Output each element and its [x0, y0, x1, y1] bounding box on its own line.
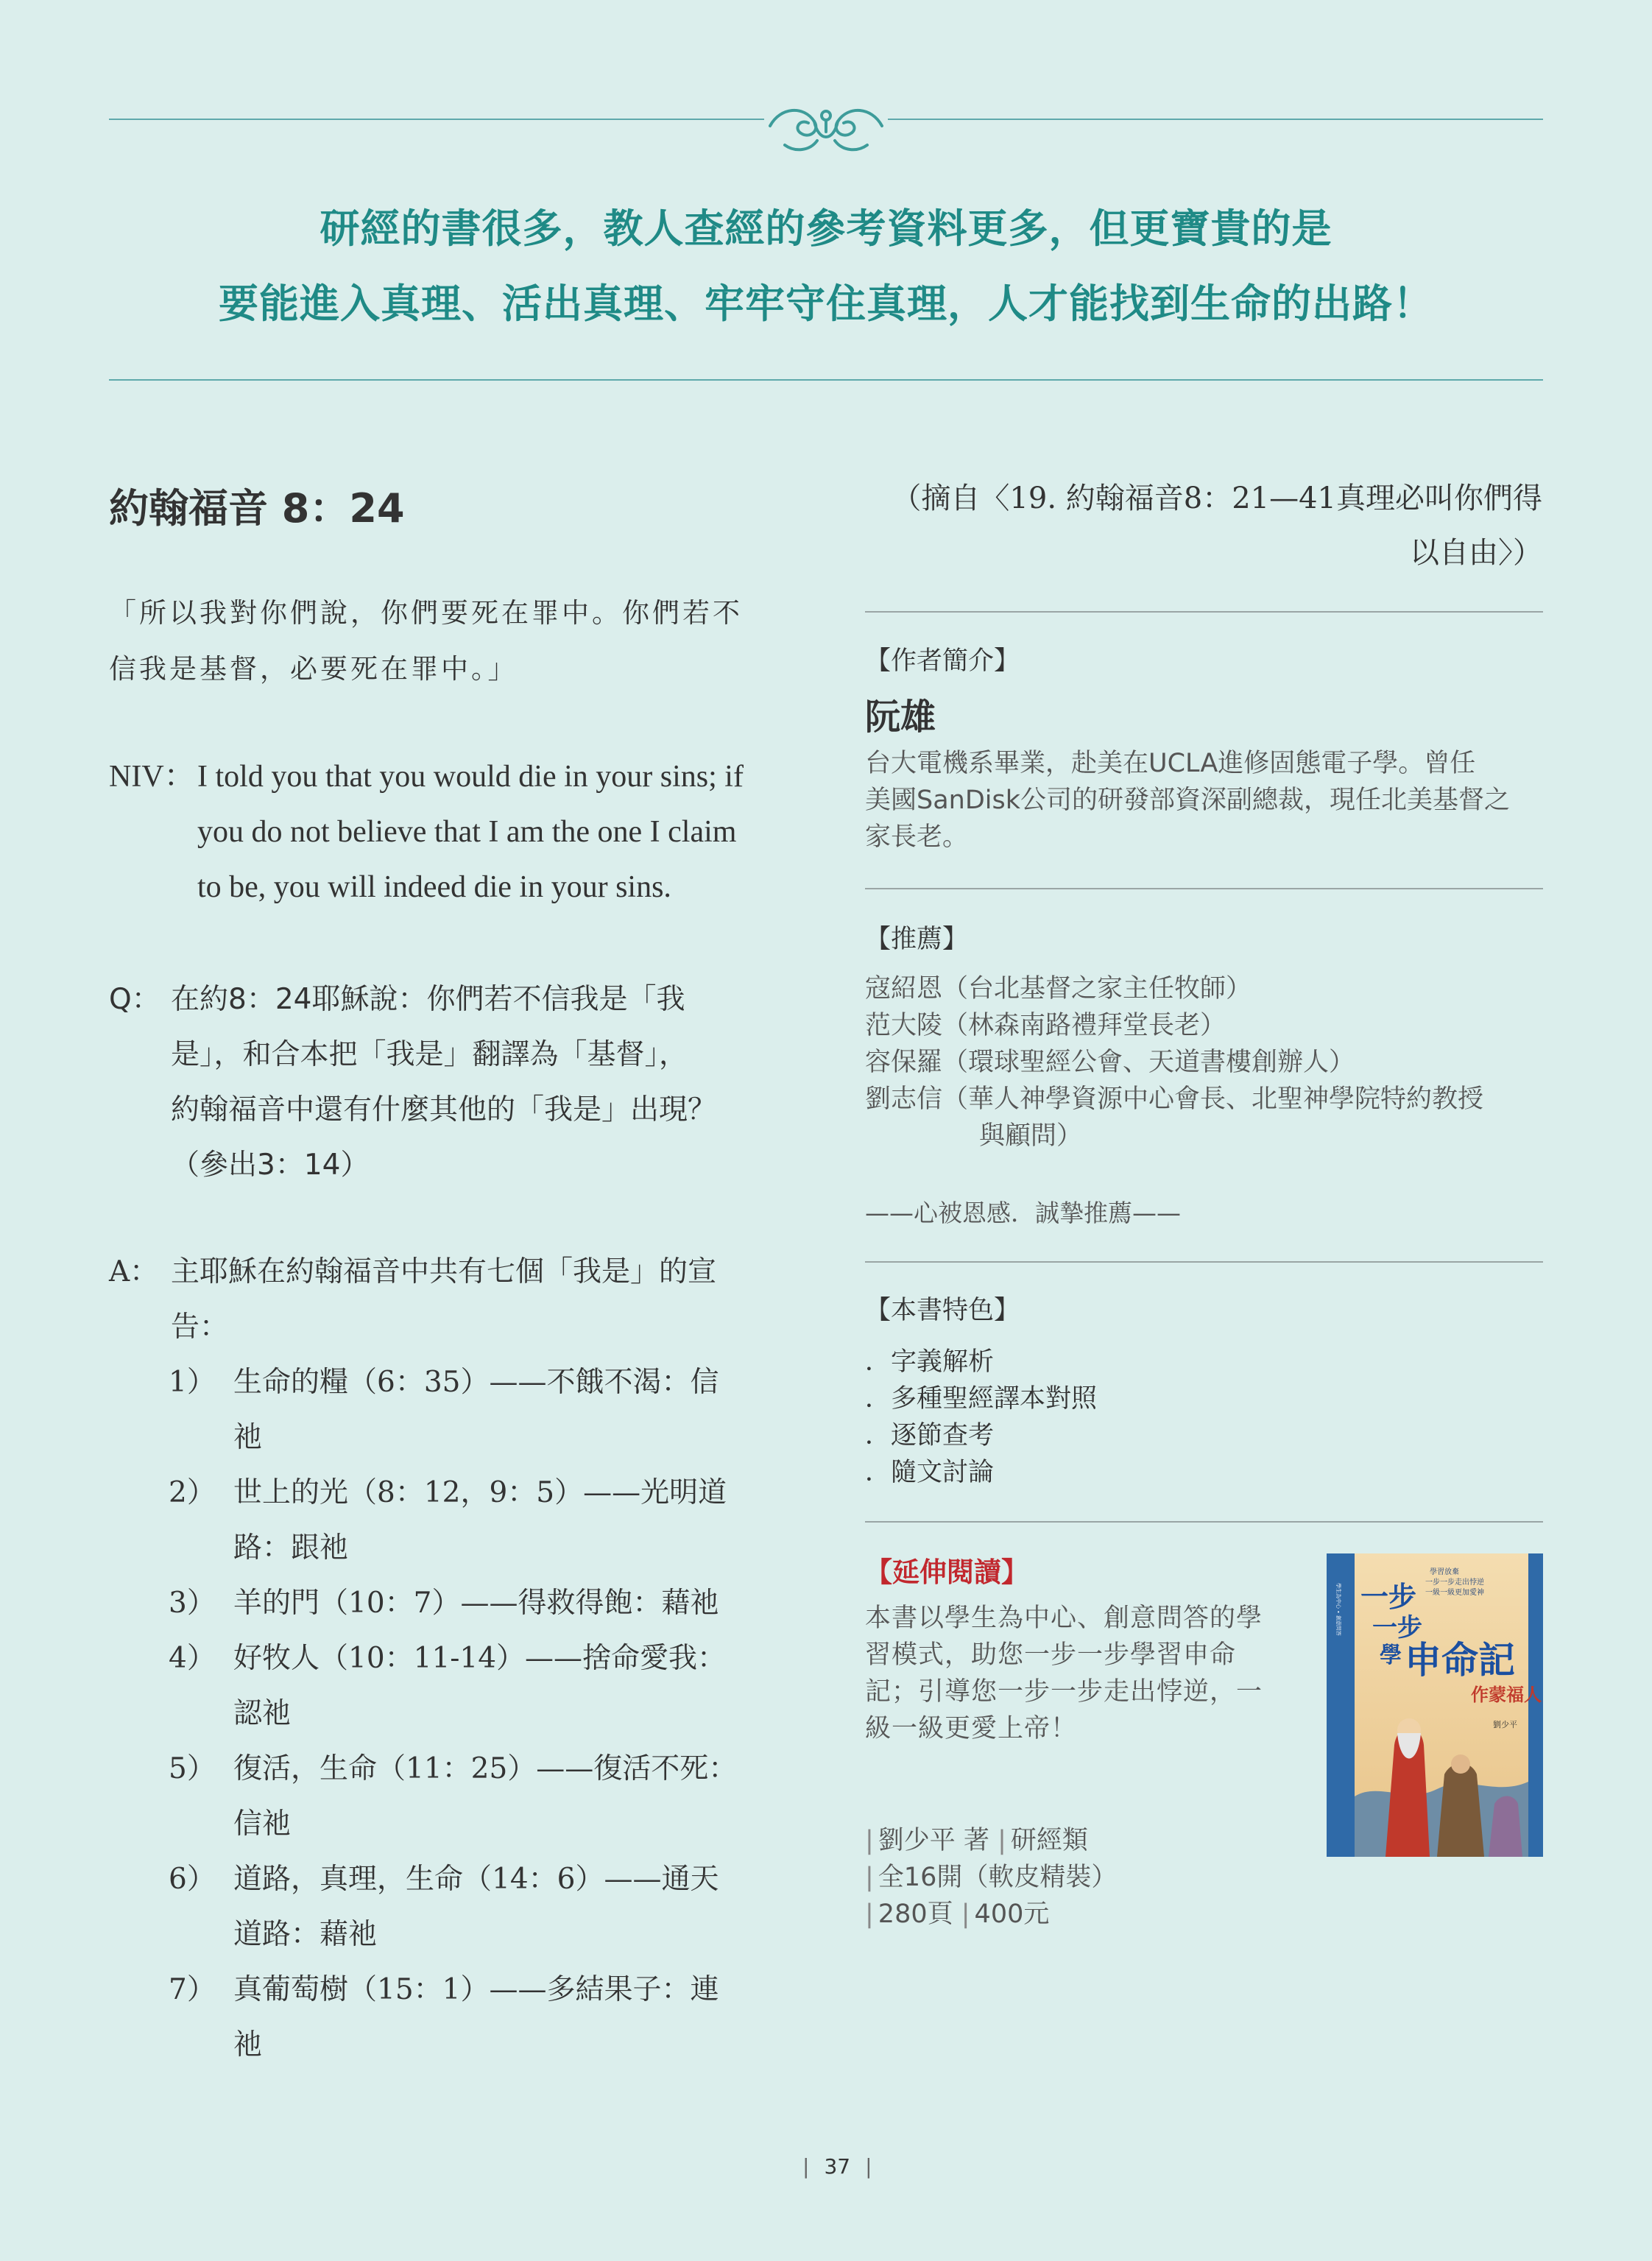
item-number: 3） — [169, 1587, 216, 1620]
recommender: 范大陵（林森南路禮拜堂長老） — [865, 1011, 1226, 1040]
cover-title: 學 — [1380, 1643, 1402, 1668]
page-number: | 37 | — [802, 2154, 872, 2179]
question-line: 在約8：24耶穌說：你們若不信我是「我 — [171, 983, 685, 1016]
author-heading: 【作者簡介】 — [865, 646, 1020, 676]
desc-line: 習模式，助您一步一步學習申命 — [865, 1640, 1237, 1670]
divider — [865, 1521, 1543, 1523]
header-rule-left — [109, 119, 764, 120]
verse-line: 信我是基督，必要死在罪中。」 — [109, 653, 518, 685]
item-line: 道路：藉祂 — [233, 1918, 378, 1951]
list-item — [169, 1465, 794, 1576]
item-line: 信祂 — [233, 1807, 292, 1841]
list-item — [169, 1355, 794, 1465]
item-number: 7） — [169, 1973, 216, 2006]
feature-item: ．多種聖經譯本對照 — [865, 1384, 1098, 1414]
book-meta: | 劉少平 著 | 研經類 | 全16開（軟皮精裝） | 280頁 | 400元 — [865, 1826, 1118, 1929]
book-cover-image — [1327, 1553, 1543, 1857]
bio-line: 美國SanDisk公司的研發部資深副總裁，現任北美基督之 — [865, 786, 1511, 815]
cover-title: 一步 — [1372, 1613, 1422, 1643]
author-name: 阮雄 — [865, 696, 936, 738]
item-line: 祂 — [233, 1421, 263, 1454]
item-line: 生命的糧（6：35）——不餓不渴：信 — [233, 1366, 719, 1399]
bio-line: 台大電機系畢業，赴美在UCLA進修固態電子學。曾任 — [865, 749, 1476, 778]
recommendation-heading: 【推薦】 — [865, 925, 969, 954]
question-line: （參出3：14） — [171, 1149, 370, 1182]
list-item — [169, 1631, 794, 1741]
bio-line: 家長老。 — [865, 822, 969, 852]
excerpt-source — [865, 471, 1542, 580]
feature-item: ．隨文討論 — [865, 1458, 995, 1487]
question-block — [109, 972, 794, 1193]
desc-line: 本書以學生為中心、創意問答的學 — [865, 1604, 1263, 1633]
cover-tagline: 一步一步走出悖逆 — [1425, 1579, 1484, 1587]
niv-verse — [109, 749, 794, 915]
recommender: 容保羅（環球聖經公會、天道書樓創辦人） — [865, 1048, 1355, 1077]
item-line: 道路，真理，生命（14：6）——通天 — [233, 1863, 719, 1896]
recommender-continued: 與顧問） — [979, 1121, 1083, 1151]
item-line: 復活，生命（11：25）——復活不死： — [233, 1752, 738, 1785]
feature-item: ．逐節查考 — [865, 1421, 995, 1450]
item-number: 6） — [169, 1863, 216, 1896]
question-line: 約翰福音中還有什麼其他的「我是」出現？ — [171, 1093, 717, 1126]
divider — [865, 888, 1543, 889]
cover-title: 申命記 — [1405, 1638, 1515, 1682]
item-number: 2） — [169, 1476, 216, 1509]
item-line: 世上的光（8：12，9：5）——光明道 — [233, 1476, 727, 1509]
niv-line: to be, you will indeed die in your sins. — [197, 870, 671, 904]
recommender: 劉志信（華人神學資源中心會長、北聖神學院特約教授 — [865, 1084, 1484, 1114]
niv-line: you do not believe that I am the one I claim — [197, 815, 737, 849]
list-item — [169, 1741, 794, 1852]
cover-tagline: 學習放棄 — [1430, 1568, 1459, 1576]
svg-text:學生為中心 ∙ 創意問答: 學生為中心 ∙ 創意問答 — [1335, 1583, 1341, 1636]
question-line: 是」，和合本把「我是」翻譯為「基督」， — [171, 1038, 688, 1071]
divider — [865, 1261, 1543, 1263]
cover-subtitle: 作蒙福人 — [1471, 1684, 1542, 1705]
feature-item: ．字義解析 — [865, 1347, 995, 1377]
item-line: 路：跟祂 — [233, 1531, 349, 1565]
headline-line-1: 研經的書很多，教人查經的參考資料更多，但更寶貴的是 — [320, 205, 1332, 252]
desc-line: 記；引導您一步一步走出悖逆，一 — [865, 1677, 1263, 1707]
cover-author: 劉少平 — [1493, 1720, 1517, 1729]
book-author: 劉少平 著 — [878, 1826, 989, 1855]
excerpt-line: 以自由〉） — [1410, 536, 1542, 570]
author-bio — [865, 745, 1542, 856]
cover-tagline: 一級一級更加愛神 — [1425, 1589, 1484, 1597]
item-line: 認祂 — [233, 1697, 292, 1730]
header-bottom-rule — [109, 379, 1543, 381]
recommender-list — [865, 970, 1542, 1154]
answer-block — [109, 1244, 794, 2073]
flourish-ornament-icon — [766, 99, 886, 155]
book-pages: 280頁 — [878, 1900, 953, 1929]
item-line: 好牧人（10：11-14）——捨命愛我： — [233, 1642, 727, 1675]
recommender: 寇紹恩（台北基督之家主任牧師） — [865, 974, 1252, 1003]
item-line: 羊的門（10：7）——得救得飽：藉祂 — [233, 1587, 719, 1620]
item-number: 5） — [169, 1752, 216, 1785]
features-list — [865, 1344, 1542, 1491]
niv-line: I told you that you would die in your sins; if — [197, 760, 744, 794]
item-line: 祂 — [233, 2028, 263, 2061]
list-item — [169, 1852, 794, 1962]
excerpt-line: （摘自〈19. 約翰福音8：21—41真理必叫你們得 — [892, 482, 1542, 515]
item-number: 4） — [169, 1642, 216, 1675]
list-item — [169, 1576, 794, 1631]
niv-label: NIV： — [109, 760, 195, 794]
book-price: 400元 — [974, 1900, 1050, 1929]
further-reading-heading: 【延伸閱讀】 — [865, 1556, 1028, 1588]
scripture-reference-title: 約翰福音 8：24 — [109, 485, 405, 532]
headline-line-2: 要能進入真理、活出真理、牢牢守住真理，人才能找到生命的出路！ — [219, 281, 1433, 327]
i-am-list — [171, 1355, 794, 2073]
desc-line: 級一級更愛上帝！ — [865, 1714, 1078, 1743]
book-category: 研經類 — [1010, 1826, 1088, 1855]
item-number: 1） — [169, 1366, 216, 1399]
answer-line: 告： — [171, 1311, 229, 1344]
answer-label: A： — [109, 1255, 159, 1288]
header-rule-right — [888, 119, 1543, 120]
features-heading: 【本書特色】 — [865, 1296, 1020, 1325]
cover-title: 一步 — [1360, 1580, 1417, 1613]
chinese-verse — [109, 585, 794, 697]
question-label: Q： — [109, 983, 160, 1016]
recommendation-signoff: ——心被恩感．誠摯推薦—— — [865, 1199, 1181, 1227]
book-format: 全16開（軟皮精裝） — [878, 1863, 1118, 1892]
page-number-text: 37 — [824, 2154, 851, 2179]
list-item — [169, 1962, 794, 2073]
answer-line: 主耶穌在約翰福音中共有七個「我是」的宣 — [171, 1255, 717, 1288]
verse-line: 「所以我對你們說，你們要死在罪中。你們若不 — [109, 597, 743, 629]
further-reading-description — [865, 1600, 1307, 1747]
item-line: 真葡萄樹（15：1）——多結果子：連 — [233, 1973, 719, 2006]
divider — [865, 611, 1543, 613]
